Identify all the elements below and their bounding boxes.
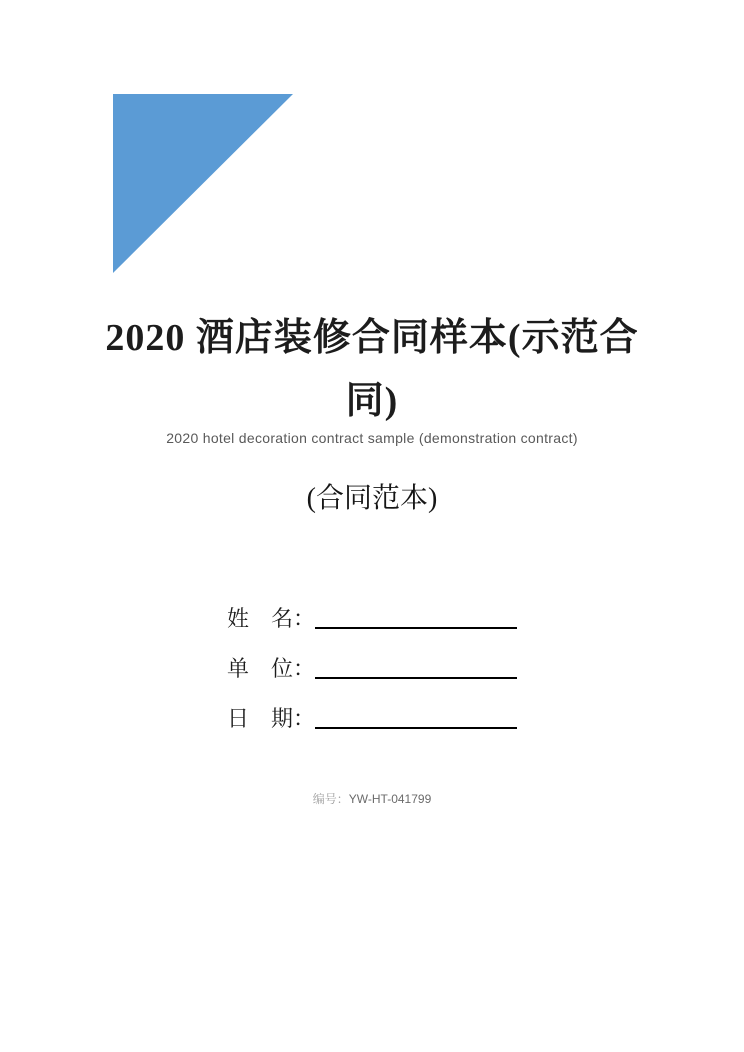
- document-title: [0, 307, 744, 422]
- subtitle-chinese: (合同范本): [306, 483, 438, 514]
- unit-field-line: [315, 677, 517, 679]
- date-field-row: [0, 700, 744, 750]
- title-line-2: 同): [345, 380, 399, 422]
- document-number-label: 编号：: [312, 792, 349, 806]
- title-line-1: 2020 酒店装修合同样本(示范合: [105, 317, 639, 359]
- subtitle-english: 2020 hotel decoration contract sample (demonstration contract): [166, 430, 578, 446]
- signature-fields: [0, 600, 744, 750]
- name-field-label: 姓 名：: [226, 606, 315, 631]
- name-field-row: [0, 600, 744, 650]
- name-field-line: [315, 627, 517, 629]
- unit-field-label: 单 位：: [226, 656, 315, 681]
- document-number: [0, 791, 744, 807]
- unit-field-row: [0, 650, 744, 700]
- date-field-line: [315, 727, 517, 729]
- document-number-code: YW-HT-041799: [348, 792, 432, 806]
- corner-triangle-decoration: [113, 94, 293, 273]
- date-field-label: 日 期：: [226, 706, 315, 731]
